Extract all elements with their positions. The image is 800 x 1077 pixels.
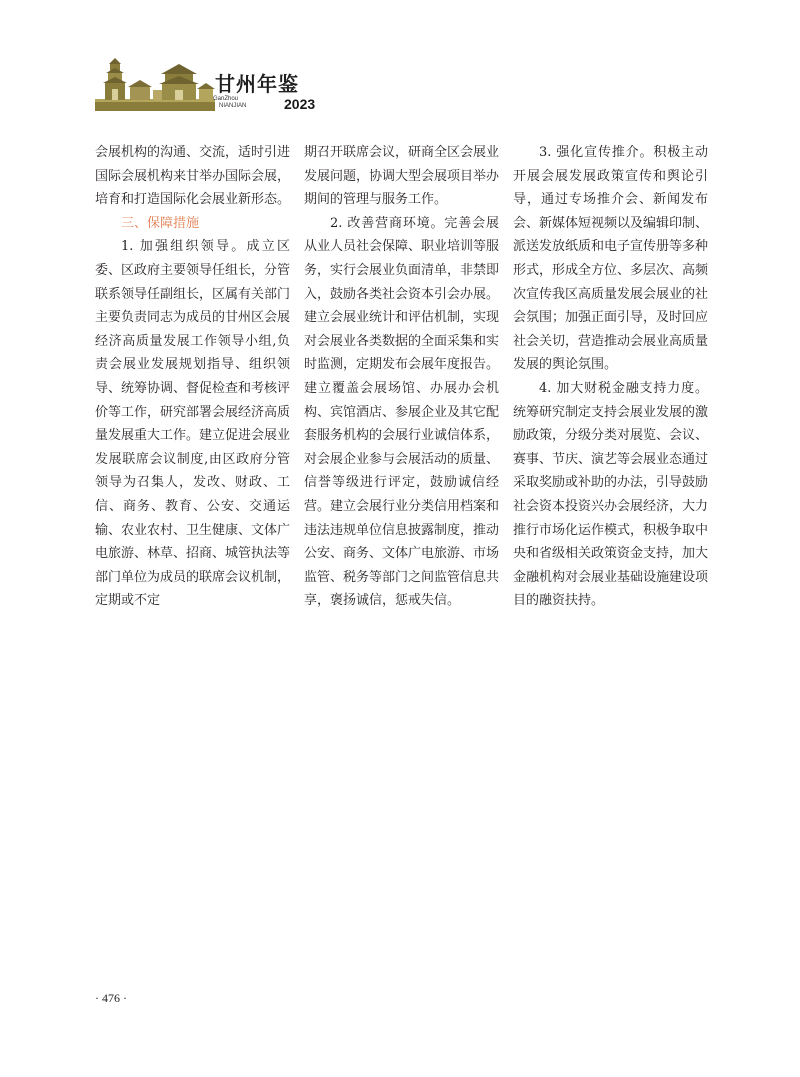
paragraph: 2. 改善营商环境。完善会展从业人员社会保障、职业培训等服务，实行会展业负面清单，非禁即入，鼓励各类社会资本引会办展。建立会展业统计和评估机制，实现对会展业各类数据的全面采集和实时监测，定期发布会展年度报告。建立覆盖会展场馆、办展办会机构、宾馆酒店、参展企业及其它配套服务机构的会展行业诚信体系，对会展企业参与会展活动的质量、信誉等级进行评定，鼓励诚信经营。建立会展行业分类信用档案和违法违规单位信息披露制度，推动公安、商务、文体广电旅游、市场监管、税务等部门之间监管信息共享，褒扬诚信，惩戒失信。 <box>304 215 500 609</box>
yearbook-logo-title: 甘州年鉴 <box>215 72 299 96</box>
section-heading: 三、保障措施 <box>121 215 200 231</box>
yearbook-logo-year: 2023 <box>284 96 316 112</box>
running-header <box>95 56 355 114</box>
paragraph: 会展机构的沟通、交流，适时引进国际会展机构来甘举办国际会展，培育和打造国际化会展业新形态。 <box>95 145 291 208</box>
text-column-left <box>95 141 290 613</box>
text-column-middle <box>304 141 499 613</box>
paragraph: 4. 加大财税金融支持力度。统筹研究制定支持会展业发展的激励政策，分级分类对展览、会议、赛事、节庆、演艺等会展业态通过采取奖励或补助的办法，引导鼓励社会资本投资兴办会展经济，大力推行市场化运作模式，积极争取中央和省级相关政策资金支持，加大金融机构对会展业基础设施建设项目的融资扶持。 <box>513 380 709 609</box>
paragraph: 3. 强化宣传推介。积极主动开展会展发展政策宣传和舆论引导，通过专场推介会、新闻发布会、新媒体短视频以及编辑印制、派送发放纸质和电子宣传册等多种形式，形成全方位、多层次、高频次宣传我区高质量发展会展业的社会氛围；加强正面引导，及时回应社会关切，营造推动会展业高质量发展的舆论氛围。 <box>513 145 709 373</box>
city-skyline-logo-icon <box>95 56 215 114</box>
yearbook-logo-pinyin-1: GanZhou <box>213 96 239 102</box>
paragraph: 1. 加强组织领导。成立区委、区政府主要领导任组长，分管联系领导任副组长，区属有关部门主要负责同志为成员的甘州区会展经济高质量发展工作领导小组,负责会展业发展规划指导、组织领导、统筹协调、督促检查和考核评价等工作，研究部署会展经济高质量发展重大工作。建立促进会展业发展联席会议制度,由区政府分管领导为召集人，发改、财政、工信、商务、教育、公安、交通运输、农业农村、卫生健康、文体广电旅游、林草、招商、城管执法等部门单位为成员的联席会议机制，定期或不定 <box>95 239 291 609</box>
text-column-right <box>513 141 708 613</box>
page-number: · 476 · <box>95 991 127 1005</box>
yearbook-logo-pinyin-2: NIANJIAN <box>219 103 247 109</box>
paragraph: 期召开联席会议，研商全区会展业发展问题，协调大型会展项目举办期间的管理与服务工作。 <box>304 145 500 208</box>
